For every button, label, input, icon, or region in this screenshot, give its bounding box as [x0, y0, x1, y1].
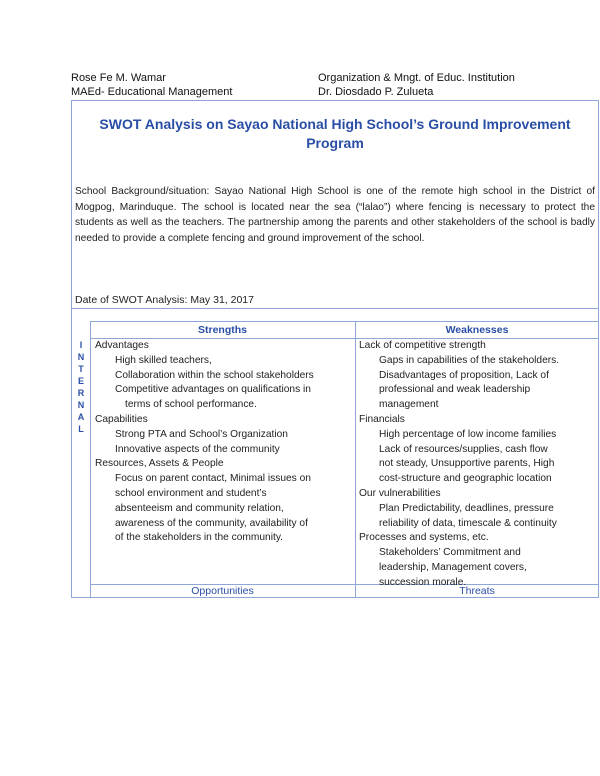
header-left: [71, 71, 232, 99]
weaknesses-line: Lack of resources/supplies, cash flow: [379, 443, 548, 455]
opportunities-heading: Opportunities: [191, 585, 254, 597]
internal-label: [73, 339, 89, 435]
strengths-line: Collaboration within the school stakeholders: [115, 369, 314, 381]
internal-letter: A: [77, 412, 85, 422]
strengths-heading: Strengths: [197, 324, 247, 336]
professor-name: Dr. Diosdado P. Zulueta: [318, 86, 434, 98]
divider-middle: [355, 321, 356, 598]
strengths-line: Resources, Assets & People: [95, 458, 224, 470]
program-name: MAEd- Educational Management: [71, 86, 233, 98]
weaknesses-line: Financials: [359, 413, 405, 425]
threats-heading: Threats: [459, 585, 495, 597]
strengths-line: Strong PTA and School’s Organization: [115, 428, 288, 440]
date-line: Date of SWOT Analysis: May 31, 2017: [75, 294, 254, 306]
internal-letter: I: [79, 340, 83, 350]
weaknesses-line: reliability of data, timescale & continuity: [379, 517, 557, 529]
internal-letter: R: [77, 388, 85, 398]
strengths-line: Capabilities: [95, 413, 148, 425]
weaknesses-line: Processes and systems, etc.: [359, 532, 489, 544]
course-name: Organization & Mngt. of Educ. Institution: [318, 72, 515, 84]
weaknesses-line: Our vulnerabilities: [359, 487, 441, 499]
internal-letter: T: [78, 364, 84, 374]
weaknesses-line: not steady, Unsupportive parents, High: [379, 458, 555, 470]
weaknesses-line: High percentage of low income families: [379, 428, 557, 440]
weaknesses-line: cost-structure and geographic location: [379, 473, 552, 485]
strengths-line: awareness of the community, availability of: [115, 517, 308, 529]
weaknesses-line: Plan Predictability, deadlines, pressure: [379, 502, 554, 514]
strengths-line: Competitive advantages on qualifications in: [115, 384, 311, 396]
weaknesses-line: Stakeholders’ Commitment and: [379, 547, 521, 559]
weaknesses-line: management: [379, 399, 439, 411]
weaknesses-line: professional and weak leadership: [379, 384, 531, 396]
weaknesses-line: Disadvantages of proposition, Lack of: [379, 369, 549, 381]
weaknesses-line: Gaps in capabilities of the stakeholders.: [379, 354, 560, 366]
student-name: Rose Fe M. Wamar: [71, 72, 166, 84]
internal-letter: N: [77, 400, 85, 410]
internal-letter: N: [77, 352, 85, 362]
divider-internal: [90, 321, 91, 598]
strengths-line: absenteeism and community relation,: [115, 502, 284, 514]
weaknesses-line: succession morale.: [379, 576, 467, 588]
weaknesses-line: leadership, Management covers,: [379, 561, 527, 573]
internal-letter: E: [77, 376, 84, 386]
strengths-line: High skilled teachers,: [115, 354, 212, 366]
strengths-list: [95, 339, 353, 546]
school-background: School Background/situation: Sayao National High School is one of the remote high school in the District of Mogpog, Marinduque. The school is located near the sea (“lalao”) where fencing is necessary to protect the students as well as the teachers. The partnership among the parents and other stakeholders of the school is badly needed to provide a complete fencing and ground improvement of the school.: [75, 186, 595, 245]
page-title: SWOT Analysis on Sayao National High School’s Ground Improvement Program: [99, 116, 571, 151]
strengths-line: terms of school performance.: [125, 399, 257, 411]
weaknesses-heading: Weaknesses: [445, 324, 509, 336]
strengths-line: Innovative aspects of the community: [115, 443, 280, 455]
divider-header: [90, 321, 599, 322]
strengths-line: of the stakeholders in the community.: [115, 532, 283, 544]
header-right: [318, 71, 515, 99]
strengths-line: Focus on parent contact, Minimal issues on: [115, 473, 311, 485]
weaknesses-list: [359, 339, 597, 591]
weaknesses-line: Lack of competitive strength: [359, 340, 486, 351]
divider-top: [71, 308, 599, 309]
strengths-line: school environment and student’s: [115, 487, 267, 499]
strengths-line: Advantages: [95, 340, 149, 351]
internal-letter: L: [78, 424, 84, 434]
